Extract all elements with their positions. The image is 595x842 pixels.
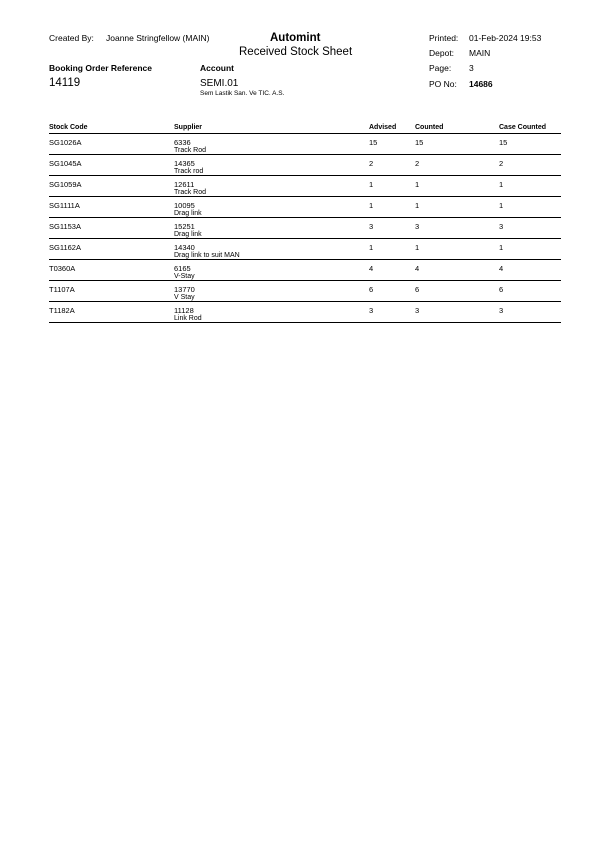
account-value: SEMI.01 [200,78,239,89]
account-name: Sem Lastik San. Ve TIC. A.S. [200,90,285,97]
supplier-cell [174,154,369,175]
item-description: Track Rod [174,146,207,154]
col-stock-code-header: Stock Code [49,124,174,133]
supplier-code: 15251 [174,221,195,231]
advised-qty: 15 [369,137,378,147]
advised-qty: 1 [369,242,374,252]
stock-code: SG1111A [49,200,80,210]
item-description: V Stay [174,293,195,301]
case-counted-cell [499,217,561,238]
table-row [49,175,561,196]
counted-qty: 4 [415,263,420,273]
advised-qty: 6 [369,284,374,294]
counted-cell [415,175,499,196]
item-description: Track Rod [174,188,207,196]
counted-qty: 15 [415,137,424,147]
created-by-label: Created By: [49,33,94,43]
advised-qty: 3 [369,221,374,231]
advised-qty: 4 [369,263,374,273]
case-counted-cell [499,238,561,259]
item-description: Drag link [174,209,202,217]
stock-code: SG1045A [49,158,82,168]
counted-cell [415,301,499,322]
case-counted-qty: 15 [499,137,508,147]
stock-code-cell [49,238,174,259]
case-counted-qty: 3 [499,221,504,231]
table-row [49,196,561,217]
counted-qty: 3 [415,305,420,315]
case-counted-cell [499,280,561,301]
supplier-code: 14365 [174,158,195,168]
counted-qty: 1 [415,200,420,210]
case-counted-cell [499,154,561,175]
item-description: Drag link to suit MAN [174,251,240,259]
stock-code: SG1026A [49,137,82,147]
supplier-cell [174,301,369,322]
stock-code: SG1153A [49,221,81,231]
supplier-cell [174,259,369,280]
supplier-cell [174,196,369,217]
stock-code: T0360A [49,263,76,273]
table-header-row [49,124,561,133]
case-counted-qty: 4 [499,263,504,273]
company-name: Automint [270,32,321,44]
advised-cell [369,301,415,322]
case-counted-cell [499,196,561,217]
stock-code-cell [49,217,174,238]
col-counted-header: Counted [415,124,499,133]
depot-value: MAIN [469,48,491,58]
stock-code: T1182A [49,305,75,315]
supplier-cell [174,133,369,154]
table-row [49,259,561,280]
col-advised-header: Advised [369,124,415,133]
counted-cell [415,154,499,175]
counted-cell [415,280,499,301]
advised-qty: 1 [369,179,374,189]
case-counted-cell [499,175,561,196]
advised-cell [369,133,415,154]
supplier-code: 14340 [174,242,195,252]
supplier-cell [174,238,369,259]
advised-cell [369,154,415,175]
stock-code-cell [49,259,174,280]
item-description: Drag link [174,230,202,238]
case-counted-cell [499,259,561,280]
table-row [49,238,561,259]
stock-code-cell [49,301,174,322]
po-value: 14686 [469,79,493,89]
case-counted-qty: 1 [499,242,504,252]
page-label: Page: [429,63,452,73]
sheet-title: Received Stock Sheet [239,46,353,58]
created-by-value: Joanne Stringfellow (MAIN) [106,33,210,43]
printed-label: Printed: [429,33,459,43]
supplier-code: 6165 [174,263,191,273]
table-row [49,154,561,175]
item-description: V-Stay [174,272,195,280]
supplier-code: 10095 [174,200,195,210]
advised-qty: 3 [369,305,374,315]
table-row [49,217,561,238]
booking-ref-label: Booking Order Reference [49,63,152,73]
page-value: 3 [469,63,474,73]
counted-qty: 3 [415,221,420,231]
table-row [49,133,561,154]
counted-cell [415,133,499,154]
stock-code-cell [49,175,174,196]
advised-cell [369,175,415,196]
stock-code: SG1059A [49,179,82,189]
depot-label: Depot: [429,48,455,58]
po-label: PO No: [429,79,457,89]
counted-cell [415,196,499,217]
table-row [49,301,561,322]
case-counted-qty: 3 [499,305,504,315]
counted-cell [415,238,499,259]
advised-qty: 2 [369,158,374,168]
counted-cell [415,217,499,238]
stock-table [49,124,561,323]
supplier-code: 13770 [174,284,195,294]
advised-cell [369,280,415,301]
advised-cell [369,196,415,217]
advised-cell [369,259,415,280]
booking-ref-value: 14119 [49,77,81,89]
account-label: Account [200,63,234,73]
advised-qty: 1 [369,200,374,210]
stock-code-cell [49,133,174,154]
case-counted-qty: 1 [499,179,504,189]
case-counted-cell [499,133,561,154]
stock-code: SG1162A [49,242,81,252]
counted-qty: 6 [415,284,420,294]
item-description: Link Rod [174,314,202,322]
stock-code-cell [49,196,174,217]
counted-qty: 1 [415,179,420,189]
supplier-cell [174,175,369,196]
case-counted-qty: 2 [499,158,504,168]
advised-cell [369,217,415,238]
item-description: Track rod [174,167,204,175]
counted-cell [415,259,499,280]
stock-code-cell [49,154,174,175]
stock-code-cell [49,280,174,301]
case-counted-cell [499,301,561,322]
counted-qty: 2 [415,158,420,168]
supplier-code: 12611 [174,179,195,189]
table-row [49,280,561,301]
case-counted-qty: 1 [499,200,504,210]
supplier-code: 6336 [174,137,191,147]
col-case-counted-header: Case Counted [499,124,561,133]
supplier-cell [174,217,369,238]
supplier-cell [174,280,369,301]
printed-value: 01-Feb-2024 19:53 [469,33,542,43]
col-supplier-header: Supplier [174,124,369,133]
advised-cell [369,238,415,259]
case-counted-qty: 6 [499,284,504,294]
counted-qty: 1 [415,242,420,252]
stock-code: T1107A [49,284,75,294]
supplier-code: 11128 [174,305,194,315]
